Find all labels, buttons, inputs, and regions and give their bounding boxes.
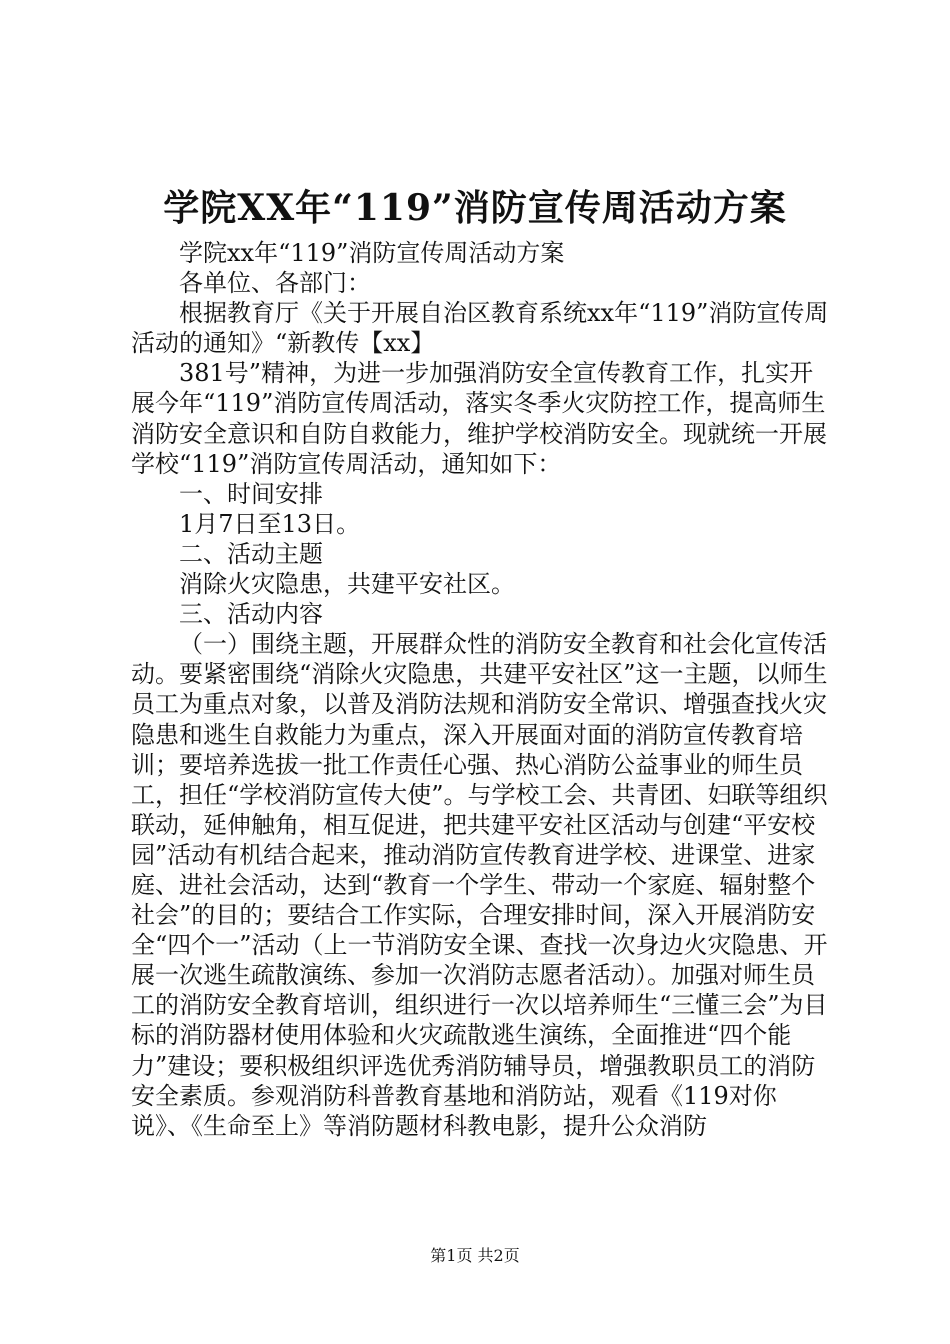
paragraph-salutation: 各单位、各部门： <box>179 269 371 298</box>
paragraph-theme: 消除火灾隐患，共建平安社区。 <box>179 570 515 599</box>
paragraph-time: 1月7日至13日。 <box>179 509 361 538</box>
paragraph-basis: 根据教育厅《关于开展自治区教育系统xx年“119”消防宣传周活动的通知》“新教传【xx】 <box>131 299 829 358</box>
document-body <box>131 238 831 1141</box>
paragraph-doc-name: 学院xx年“119”消防宣传周活动方案 <box>179 239 565 267</box>
document-title: 学院XX年“119”消防宣传周活动方案 <box>163 187 787 229</box>
section-heading-content: 三、活动内容 <box>179 600 323 629</box>
paragraph-purpose: 381号”精神，为进一步加强消防安全宣传教育工作，扎实开展今年“119”消防宣传周活动，落实冬季火灾防控工作，提高师生消防安全意识和自防自救能力，维护学校消防安全。现就统一开展学校“119”消防宣传周活动，通知如下： <box>131 359 827 478</box>
section-heading-theme: 二、活动主题 <box>179 539 323 568</box>
paragraph-content-1: （一）围绕主题，开展群众性的消防安全教育和社会化宣传活动。要紧密围绕“消除火灾隐患，共建平安社区”这一主题，以师生员工为重点对象，以普及消防法规和消防安全常识、增强查找火灾隐患和逃生自救能力为重点，深入开展面对面的消防宣传教育培训；要培养选拔一批工作责任心强、热心消防公益事业的师生员工，担任“学校消防宣传大使”。与学校工会、共青团、妇联等组织联动，延伸触角，相互促进，把共建平安社区活动与创建“平安校园”活动有机结合起来，推动消防宣传教育进学校、进课堂、进家庭、进社会活动，达到“教育一个学生、带动一个家庭、辐射整个社会”的目的；要结合工作实际，合理安排时间，深入开展消防安全“四个一”活动（上一节消防安全课、查找一次身边火灾隐患、开展一次逃生疏散演练、参加一次消防志愿者活动）。加强对师生员工的消防安全教育培训，组织进行一次以培养师生“三懂三会”为目标的消防器材使用体验和火灾疏散逃生演练，全面推进“四个能力”建设；要积极组织评选优秀消防辅导员，增强教职员工的消防安全素质。参观消防科普教育基地和消防站，观看《119对你说》、《生命至上》等消防题材科教电影，提升公众消防 <box>131 630 828 1140</box>
page-footer: 第1页 共2页 <box>430 1246 520 1265</box>
section-heading-time: 一、时间安排 <box>179 479 323 508</box>
